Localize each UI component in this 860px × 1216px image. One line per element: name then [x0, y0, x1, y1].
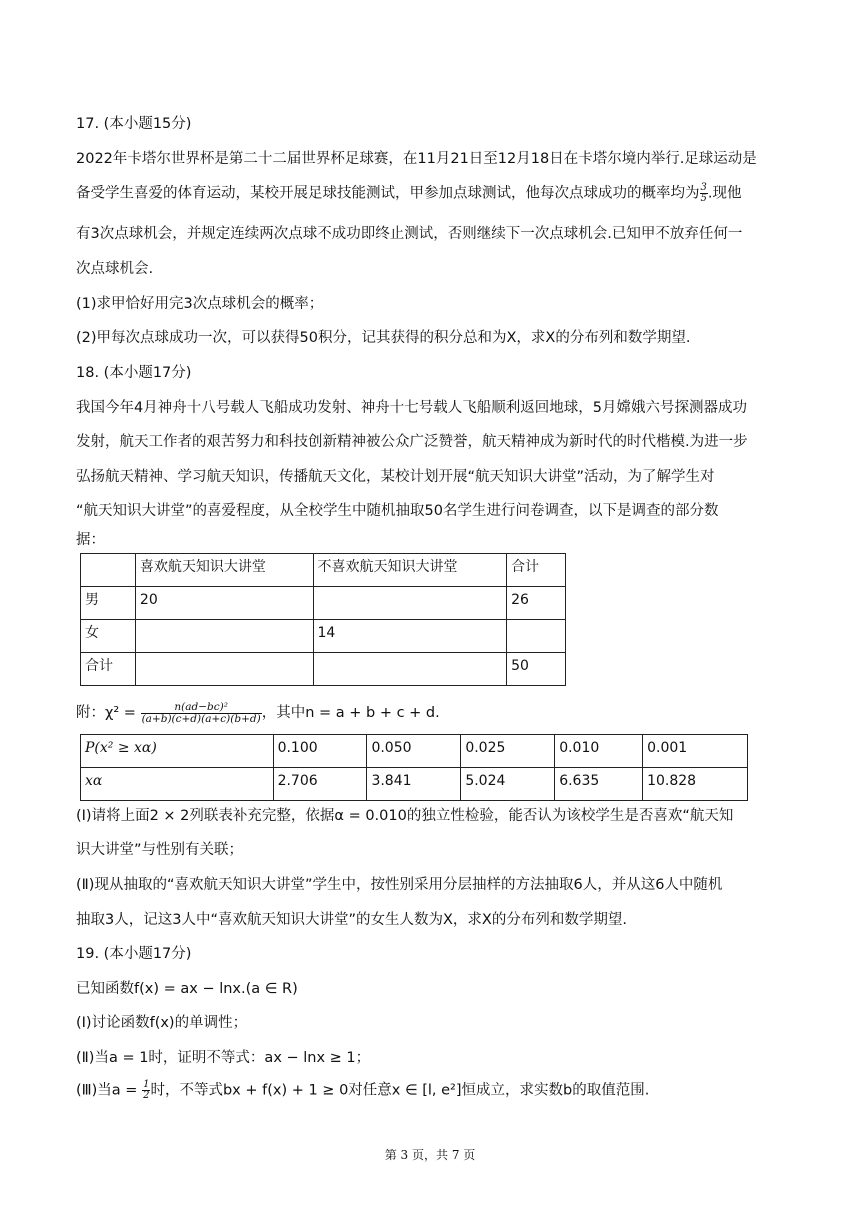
table-cell: [135, 653, 313, 686]
q19-part-3a: (Ⅲ)当a =: [76, 1082, 143, 1099]
table-cell: 20: [135, 587, 313, 620]
table-row: [81, 735, 748, 768]
table-cell: 14: [313, 620, 507, 653]
table-cell: 3.841: [367, 768, 461, 801]
q17-header: 17. (本小题15分): [76, 116, 192, 132]
q18-text-line-2: 发射，航天工作者的艰苦努力和科技创新精神被公众广泛赞誉，航天精神成为新时代的时代楷模.为进一步: [76, 434, 748, 450]
table-cell: 合计: [507, 554, 566, 587]
q18-part-2-line-2: 抽取3人，记这3人中“喜欢航天知识大讲堂”的女生人数为X，求X的分布列和数学期望.: [76, 912, 627, 928]
fraction-denominator: 5: [700, 193, 707, 204]
page-footer: 第 3 页，共 7 页: [384, 1148, 476, 1162]
table-cell: P(x² ≥ xα): [81, 735, 274, 768]
fraction-denominator: (a+b)(c+d)(a+c)(b+d): [141, 712, 261, 725]
table-cell: 0.001: [643, 735, 748, 768]
q18-part-2-line-1: (Ⅱ)现从抽取的“喜欢航天知识大讲堂”学生中，按性别采用分层抽样的方法抽取6人，并从这6人中随机: [76, 877, 723, 893]
table-cell: 喜欢航天知识大讲堂: [135, 554, 313, 587]
q17-text-line-4: 次点球机会.: [76, 261, 154, 277]
q19-part-3b: 时，不等式bx + f(x) + 1 ≥ 0对任意x ∈ [l, e²]恒成立，求实数b的取值范围.: [150, 1082, 650, 1099]
q19-text-line-1: 已知函数f(x) = ax − lnx.(a ∈ R): [76, 981, 298, 997]
q18-part-1-line-2: 识大讲堂”与性别有关联；: [76, 842, 244, 858]
q17-text-line-2b: .现他: [707, 185, 742, 202]
table-cell: [135, 620, 313, 653]
table-cell: [81, 554, 136, 587]
fraction-numerator: n(ad−bc)²: [174, 701, 228, 713]
table-cell: 6.635: [555, 768, 643, 801]
critical-value-table: [80, 734, 748, 801]
q18-text-line-1: 我国今年4月神舟十八号载人飞船成功发射、神舟十七号载人飞船顺利返回地球，5月嫦娥六号探测器成功: [76, 400, 747, 416]
q18-header: 18. (本小题17分): [76, 365, 192, 381]
table-cell: 不喜欢航天知识大讲堂: [313, 554, 507, 587]
q19-header: 19. (本小题17分): [76, 946, 192, 962]
q18-text-line-4: “航天知识大讲堂”的喜爱程度，从全校学生中随机抽取50名学生进行问卷调查，以下是调查的部分数: [76, 503, 719, 519]
formula-prefix: 附：χ² =: [76, 705, 141, 721]
table-cell: 5.024: [461, 768, 555, 801]
table-cell: 10.828: [643, 768, 748, 801]
table-cell: 男: [81, 587, 136, 620]
q19-part-2: (Ⅱ)当a = 1时，证明不等式：ax − lnx ≥ 1；: [76, 1050, 371, 1066]
table-cell: 0.010: [555, 735, 643, 768]
table-row: [81, 768, 748, 801]
chi-square-fraction: [141, 702, 262, 724]
q17-text-line-3: 有3次点球机会，并规定连续两次点球不成功即终止测试，否则继续下一次点球机会.已知甲不放弃任何一: [76, 226, 743, 242]
q17-text-line-2: [76, 183, 741, 204]
fraction-numerator: 3: [700, 182, 707, 193]
table-cell: 0.025: [461, 735, 555, 768]
table-cell: xα: [81, 768, 274, 801]
table-row: [81, 620, 566, 653]
table-row: [81, 653, 566, 686]
table-cell: 0.050: [367, 735, 461, 768]
table-row: [81, 587, 566, 620]
table-cell: [313, 587, 507, 620]
table-cell: [313, 653, 507, 686]
table-cell: 2.706: [273, 768, 367, 801]
fraction-numerator: 1: [143, 1079, 150, 1090]
q17-text-line-1: 2022年卡塔尔世界杯是第二十二届世界杯足球赛，在11月21日至12月18日在卡塔尔境内举行.足球运动是: [76, 151, 757, 167]
table-cell: 0.100: [273, 735, 367, 768]
table-cell: 50: [507, 653, 566, 686]
fraction-denominator: 2: [143, 1090, 150, 1101]
q17-part-1: (1)求甲恰好用完3次点球机会的概率；: [76, 296, 324, 312]
q18-text-line-5: 据：: [76, 532, 105, 548]
probability-fraction: [700, 183, 708, 204]
table-row: [81, 554, 566, 587]
formula-suffix: ，其中n = a + b + c + d.: [261, 705, 440, 721]
table-cell: [507, 620, 566, 653]
q18-part-1-line-1: (Ⅰ)请将上面2 × 2列联表补充完整，依据α = 0.010的独立性检验，能否认为该校学生是否喜欢“航天知: [76, 808, 734, 824]
q18-text-line-3: 弘扬航天精神、学习航天知识，传播航天文化，某校计划开展“航天知识大讲堂”活动，为了解学生对: [76, 469, 715, 485]
table-cell: 合计: [81, 653, 136, 686]
chi-square-formula: [76, 702, 440, 724]
contingency-table: [80, 553, 566, 686]
q17-part-2: (2)甲每次点球成功一次，可以获得50积分，记其获得的积分总和为X，求X的分布列和数学期望.: [76, 330, 691, 346]
q19-part-3: [76, 1080, 649, 1101]
table-cell: 女: [81, 620, 136, 653]
q19-part-1: (Ⅰ)讨论函数f(x)的单调性；: [76, 1015, 248, 1031]
q17-text-line-2a: 备受学生喜爱的体育运动，某校开展足球技能测试，甲参加点球测试，他每次点球成功的概率均为: [76, 185, 700, 202]
table-cell: 26: [507, 587, 566, 620]
